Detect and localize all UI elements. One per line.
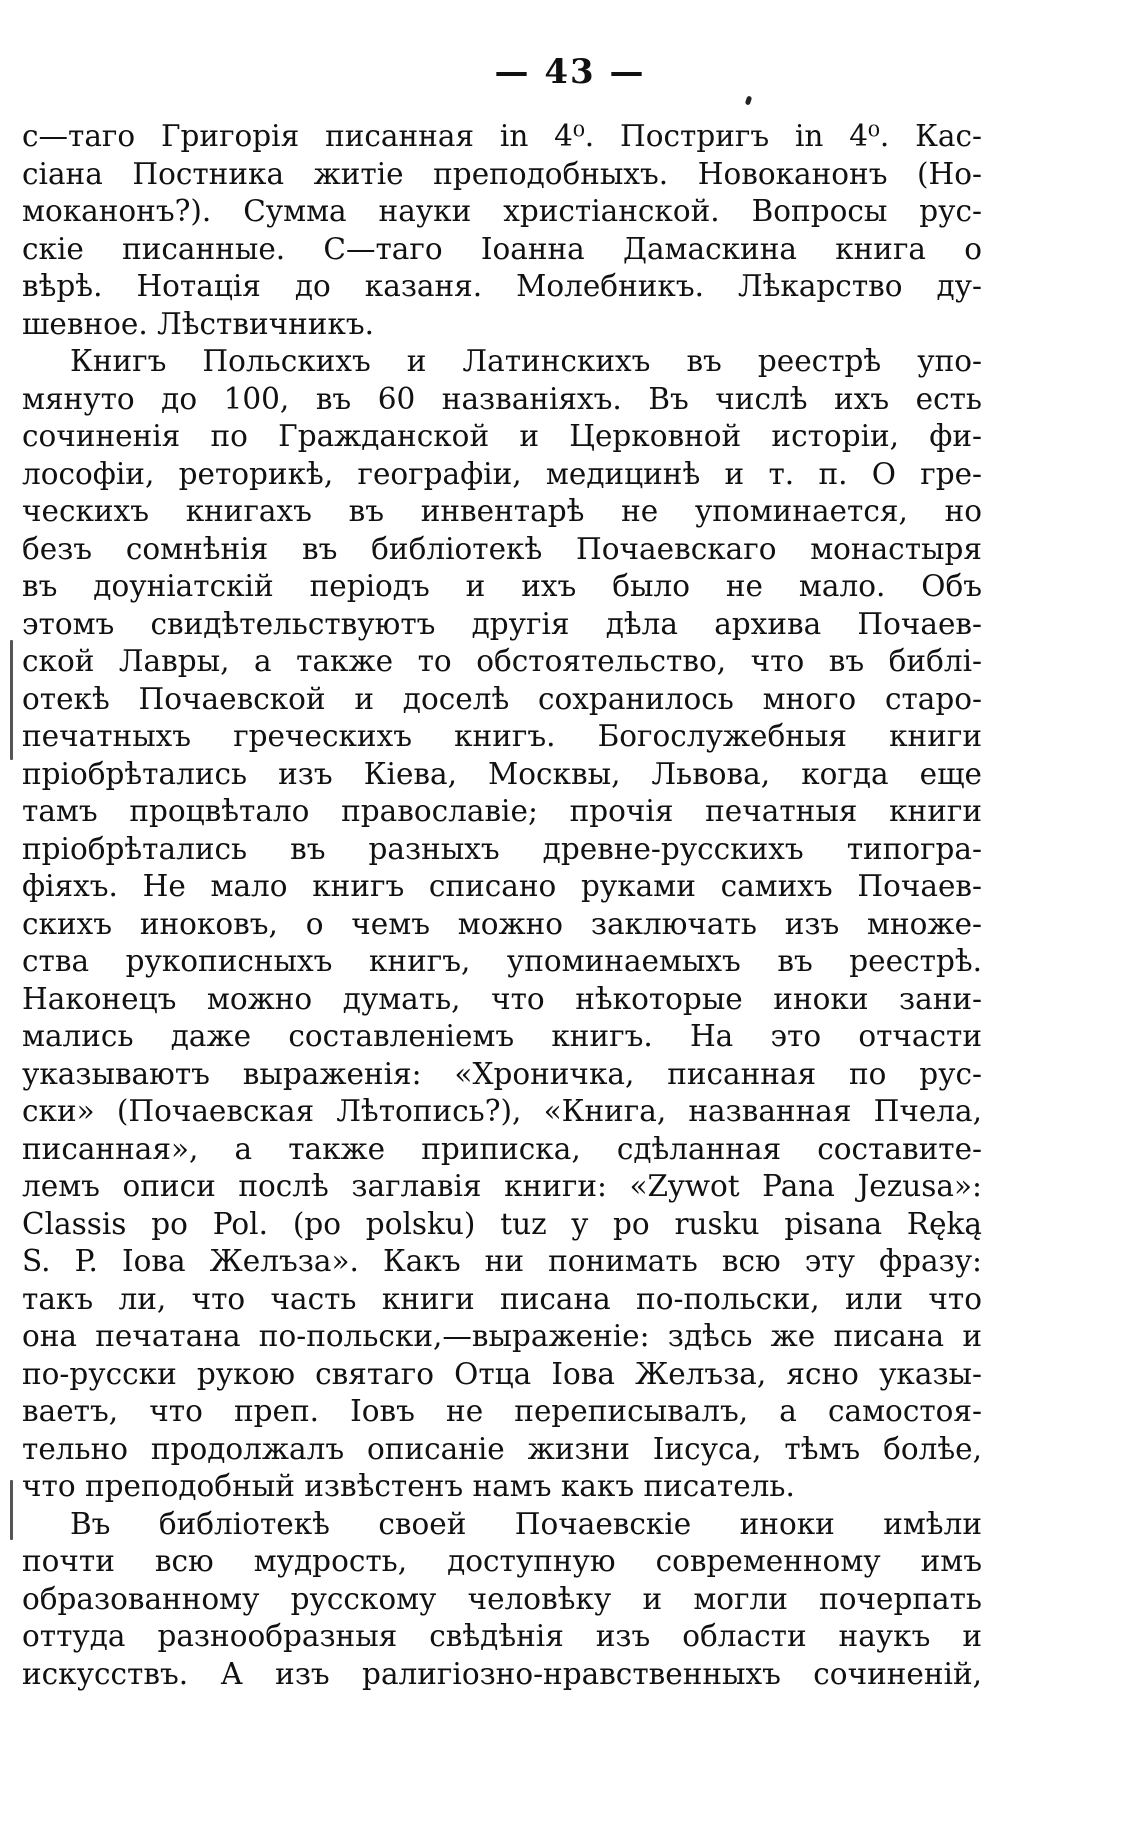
text-line: тамъ процвѣтало православіе; прочія печатныя книги bbox=[22, 794, 982, 828]
text-line: писанная», а также приписка, сдѣланная составите- bbox=[22, 1131, 982, 1166]
text-line: Наконецъ можно думать, что нѣкоторые иноки зани- bbox=[22, 981, 982, 1016]
paragraph-start-line: Въ библіотекѣ своей Почаевскіе иноки имѣли bbox=[70, 1506, 982, 1541]
text-line: по-русски рукою святаго Отца Іова Желъза, ясно указы- bbox=[22, 1356, 982, 1391]
margin-scan-mark bbox=[10, 640, 13, 760]
text-line: ства рукописныхъ книгъ, упоминаемыхъ въ реестрѣ. bbox=[22, 944, 982, 978]
text-line: Classis po Pol. (po polsku) tuz y po rusku pisana Ręką bbox=[22, 1206, 982, 1241]
text-line: шевное. Лѣствичникъ. bbox=[22, 306, 375, 341]
text-line: пріобрѣтались въ разныхъ древне-русскихъ типогра- bbox=[22, 831, 982, 866]
text-line: оттуда разнообразныя свѣдѣнія изъ области наукъ и bbox=[22, 1619, 982, 1653]
body-text bbox=[22, 118, 982, 1693]
text-line: скіе писанные. С—таго Іоанна Дамаскина книга о bbox=[22, 231, 982, 266]
text-line: вѣрѣ. Нотація до казаня. Молебникъ. Лѣкарство ду- bbox=[22, 269, 982, 303]
text-line: печатныхъ греческихъ книгъ. Богослужебныя книги bbox=[22, 719, 982, 753]
ink-speck bbox=[745, 95, 753, 105]
text-line: мались даже составленіемъ книгъ. На это отчасти bbox=[22, 1019, 982, 1053]
text-line: пріобрѣтались изъ Кіева, Москвы, Львова, когда еще bbox=[22, 756, 982, 791]
text-line: сочиненія по Гражданской и Церковной исторіи, фи- bbox=[22, 419, 982, 453]
text-line: лософіи, реторикѣ, географіи, медицинѣ и т. п. О гре- bbox=[22, 456, 982, 491]
text-line: безъ сомнѣнія въ библіотекѣ Почаевскаго монастыря bbox=[22, 531, 982, 566]
text-line: тельно продолжалъ описаніе жизни Іисуса, тѣмъ болѣе, bbox=[22, 1431, 982, 1466]
text-line: она печатана по-польски,—выраженіе: здѣсь же писана и bbox=[22, 1319, 982, 1353]
text-line: скихъ иноковъ, о чемъ можно заключать изъ множе- bbox=[22, 906, 982, 941]
text-line: что преподобный извѣстенъ намъ какъ писатель. bbox=[22, 1469, 795, 1503]
text-line: такъ ли, что часть книги писана по-польски, или что bbox=[22, 1281, 982, 1316]
text-line: этомъ свидѣтельствуютъ другія дѣла архива Почаев- bbox=[22, 606, 982, 641]
paragraph-start-line: Книгъ Польскихъ и Латинскихъ въ реестрѣ упо- bbox=[70, 344, 982, 378]
text-line: мянуто до 100, въ 60 названіяхъ. Въ числѣ ихъ есть bbox=[22, 381, 982, 416]
text-line: моканонъ?). Сумма науки христіанской. Вопросы рус- bbox=[22, 194, 982, 228]
text-line: ческихъ книгахъ въ инвентарѣ не упоминается, но bbox=[22, 494, 982, 528]
text-line: искусствъ. А изъ ралигіозно-нравственныхъ сочиненій, bbox=[22, 1656, 982, 1691]
margin-scan-mark bbox=[10, 1480, 13, 1540]
text-line: с—таго Григорія писанная in 4⁰. Постригъ in 4⁰. Кас- bbox=[22, 119, 982, 153]
text-line: образованному русскому человѣку и могли почерпать bbox=[22, 1581, 982, 1616]
text-line: отекѣ Почаевской и доселѣ сохранилось много старо- bbox=[22, 681, 982, 716]
text-line: лемъ описи послѣ заглавія книги: «Zywot Pana Jezusa»: bbox=[22, 1169, 982, 1203]
text-line: ски» (Почаевская Лѣтопись?), «Книга, названная Пчела, bbox=[22, 1094, 982, 1128]
text-line: почти всю мудрость, доступную современному имъ bbox=[22, 1544, 982, 1578]
text-line: указываютъ выраженія: «Хроничка, писанная по рус- bbox=[22, 1056, 982, 1091]
text-line: фіяхъ. Не мало книгъ списано руками самихъ Почаев- bbox=[22, 869, 982, 903]
text-line: ваетъ, что преп. Іовъ не переписывалъ, а самостоя- bbox=[22, 1394, 982, 1428]
text-line: сіана Постника житіе преподобныхъ. Новоканонъ (Но- bbox=[22, 156, 982, 191]
page-number: — 43 — bbox=[494, 52, 646, 92]
text-line: ской Лавры, а также то обстоятельство, что въ библі- bbox=[22, 644, 982, 678]
text-line: S. P. Іова Желъза». Какъ ни понимать всю эту фразу: bbox=[22, 1244, 982, 1278]
text-line: въ доуніатскій періодъ и ихъ было не мало. Объ bbox=[22, 569, 982, 603]
